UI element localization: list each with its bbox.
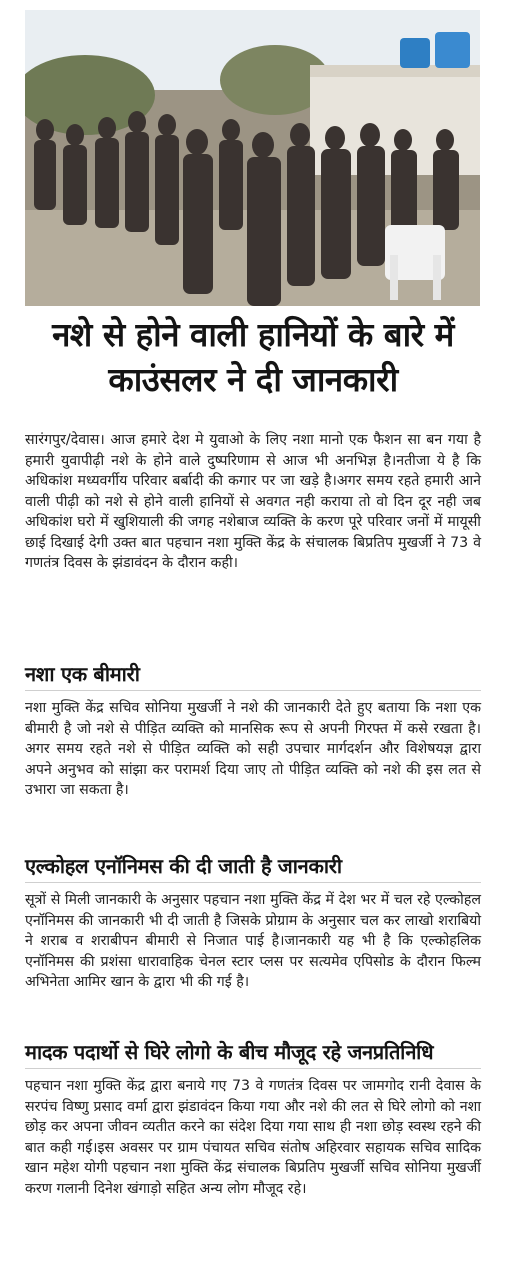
section-paragraph-1: नशा मुक्ति केंद्र सचिव सोनिया मुखर्जी ने नशे की जानकारी देते हुए बताया कि नशा एक बीमारी है जो नशे से पीड़ित व्यक्ति को मानसिक रूप से अपनी गिरफ्त में कसे रखता है।अगर समय रहते नशे से पीड़ित व्यक्ति को सही उपचार मार्गदर्शन और विशेषयज्ञ द्वारा अपने अनुभव को सांझा कर परामर्श दिया जाए तो पीड़ित व्यक्ति को नशे की इस लत से उभारा जा सकता है। bbox=[25, 700, 481, 798]
headline: नशे से होने वाली हानियों के बारे में काउंसलर ने दी जानकारी bbox=[52, 315, 454, 399]
section-divider bbox=[25, 690, 481, 691]
section-heading-3: मादक पदार्थो से घिरे लोगो के बीच मौजूद रहे जनप्रतिनिधि bbox=[25, 1040, 434, 1064]
event-photo bbox=[25, 10, 480, 306]
event-photo-illustration bbox=[25, 10, 480, 306]
section-divider bbox=[25, 1068, 481, 1069]
section-heading-2: एल्कोहल एनॉनिमस की दी जाती है जानकारी bbox=[25, 854, 342, 878]
section-paragraph-2: सूत्रों से मिली जानकारी के अनुसार पहचान नशा मुक्ति केंद्र में देश भर में चल रहे एल्कोहल एनॉनिमस की जानकारी भी दी जाती है जिसके प्रोग्राम के अनुसार चल कर लाखो शराबियो ने शराब व शराबीपन बीमारी से निजात पाई है।जानकारी यह भी है कि एल्कोहलिक एनॉनिमस की प्रशंसा धारावाहिक चेनल स्टार प्लस पर सत्यमेव एपिसोड के दौरान फिल्म अभिनेता आमिर खान के द्वारा भी की गई है। bbox=[25, 892, 481, 990]
section-paragraph-3: पहचान नशा मुक्ति केंद्र द्वारा बनाये गए 73 वे गणतंत्र दिवस पर जामगोद रानी देवास के सरपंच विष्णु प्रसाद वर्मा द्वारा झंडावंदन किया गया और नशे की लत से घिरे लोगो को नशा छोड़ कर अपना जीवन व्यतीत करने का संदेश दिया गया साथ ही नशा छोड़ स्वस्थ रहने की बात कही गई।इस अवसर पर ग्राम पंचायत सचिव संतोष अहिरवार सहायक सचिव सादिक खान महेश योगी पहचान नशा मुक्ति केंद्र संचालक बिप्रतिप मुखर्जी सचिव सोनिया मुखर्जी करण गलानी दिनेश खंगाड़ो सहित अन्य लोग मौजूद रहे। bbox=[25, 1078, 481, 1197]
intro-paragraph: सारंगपुर/देवास। आज हमारे देश मे युवाओ के लिए नशा मानो एक फैशन सा बन गया है हमारी युवापीढ़ी नशे के होने वाले दुष्परिणाम से आज भी अनभिज्ञ है।नतीजा ये है कि अधिकांश मध्यवर्गीय परिवार बर्बादी की कगार पर जा खड़े है।अगर समय रहते हमारी आने वाली पीढ़ी को नशे से होने वाली हानियों से अवगत नही कराया तो वो दिन दूर नही जब अधिकांश घरो में खुशियाली की जगह नशेबाज व्यक्ति के करण पूरे परिवार जनों में मायूसी छाई दिखाई देगी उक्त बात पहचान नशा मुक्ति केंद्र के संचालक बिप्रतिप मुखर्जी ने 73 वे गणतंत्र दिवस के झंडावंदन के दौरान कही। bbox=[25, 432, 481, 571]
section-heading-1: नशा एक बीमारी bbox=[25, 662, 140, 686]
section-divider bbox=[25, 882, 481, 883]
